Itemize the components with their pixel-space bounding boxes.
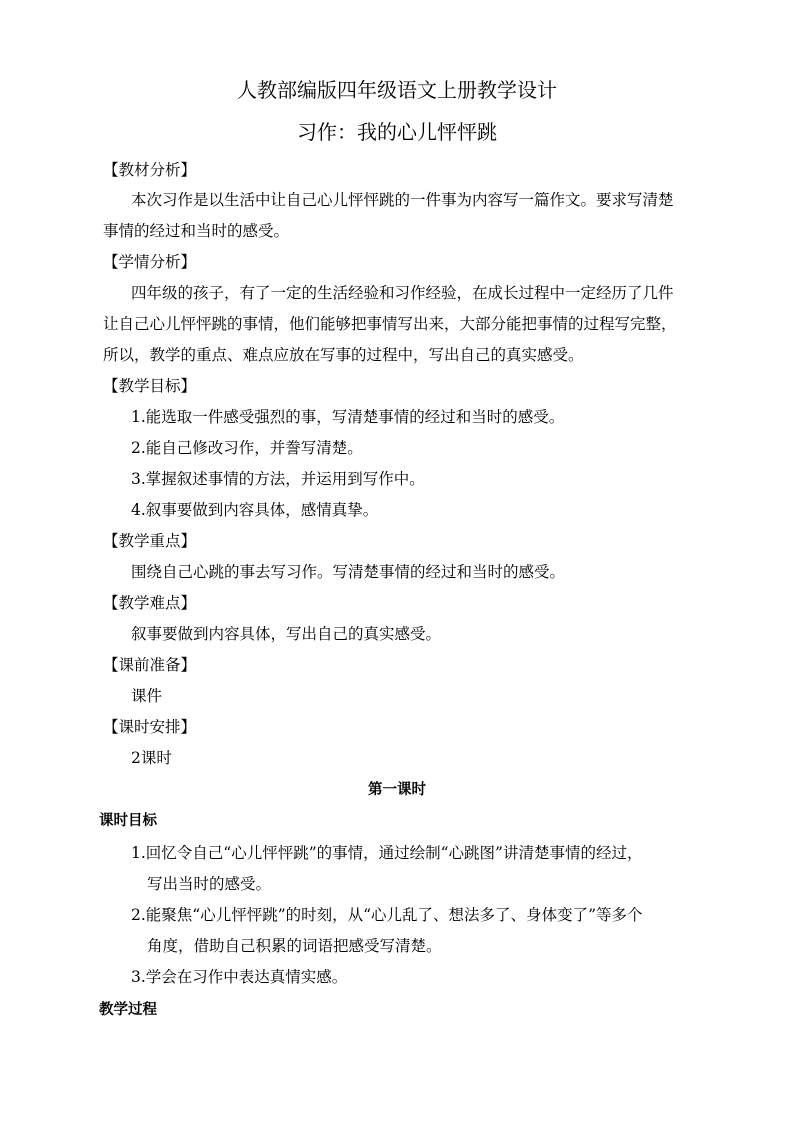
section-heading-textbook-analysis: 【教材分析】 xyxy=(103,161,197,179)
goal-item: 2.能自己修改习作，并誊写清楚。 xyxy=(131,439,363,457)
document-title: 人教部编版四年级语文上册教学设计 xyxy=(237,78,557,102)
section-heading-teaching-goals: 【教学目标】 xyxy=(103,377,197,395)
preparation-text: 课件 xyxy=(131,687,163,705)
goal-item: 4.叙事要做到内容具体，感情真挚。 xyxy=(131,501,379,519)
period-goal-item-cont: 写出当时的感受。 xyxy=(147,875,272,893)
teaching-process-label: 教学过程 xyxy=(99,1001,157,1018)
first-period-title: 第一课时 xyxy=(368,781,426,798)
section-heading-student-analysis: 【学情分析】 xyxy=(103,253,197,271)
difficulties-text: 叙事要做到内容具体，写出自己的真实感受。 xyxy=(131,625,442,643)
paragraph-line: 所以，教学的重点、难点应放在写事的过程中，写出自己的真实感受。 xyxy=(103,346,584,364)
period-goals-label: 课时目标 xyxy=(99,812,157,829)
period-goal-item: 1.回忆令自己“心儿怦怦跳”的事情，通过绘制“心跳图”讲清楚事情的经过， xyxy=(131,844,643,862)
goal-item: 3.掌握叙述事情的方法，并运用到写作中。 xyxy=(131,470,425,488)
goal-item: 1.能选取一件感受强烈的事，写清楚事情的经过和当时的感受。 xyxy=(131,408,565,426)
document-subtitle: 习作：我的心儿怦怦跳 xyxy=(297,120,497,144)
section-heading-schedule: 【课时安排】 xyxy=(103,718,197,736)
paragraph-line: 本次习作是以生活中让自己心儿怦怦跳的一件事为内容写一篇作文。要求写清楚 xyxy=(131,191,674,209)
schedule-text: 2课时 xyxy=(131,749,172,767)
paragraph-line: 让自己心儿怦怦跳的事情，他们能够把事情写出来，大部分能把事情的过程写完整， xyxy=(103,315,677,333)
period-goal-item: 3.学会在习作中表达真情实感。 xyxy=(131,968,348,986)
period-goal-item: 2.能聚焦“心儿怦怦跳”的时刻，从“心儿乱了、想法多了、身体变了”等多个 xyxy=(131,906,643,924)
section-heading-preparation: 【课前准备】 xyxy=(103,656,197,674)
period-goal-item-cont: 角度，借助自己积累的词语把感受写清楚。 xyxy=(147,937,442,955)
key-points-text: 围绕自己心跳的事去写习作。写清楚事情的经过和当时的感受。 xyxy=(131,563,566,581)
section-heading-difficulties: 【教学难点】 xyxy=(103,594,197,612)
paragraph-line: 事情的经过和当时的感受。 xyxy=(103,222,290,240)
section-heading-key-points: 【教学重点】 xyxy=(103,532,197,550)
paragraph-line: 四年级的孩子，有了一定的生活经验和习作经验，在成长过程中一定经历了几件 xyxy=(131,284,674,302)
